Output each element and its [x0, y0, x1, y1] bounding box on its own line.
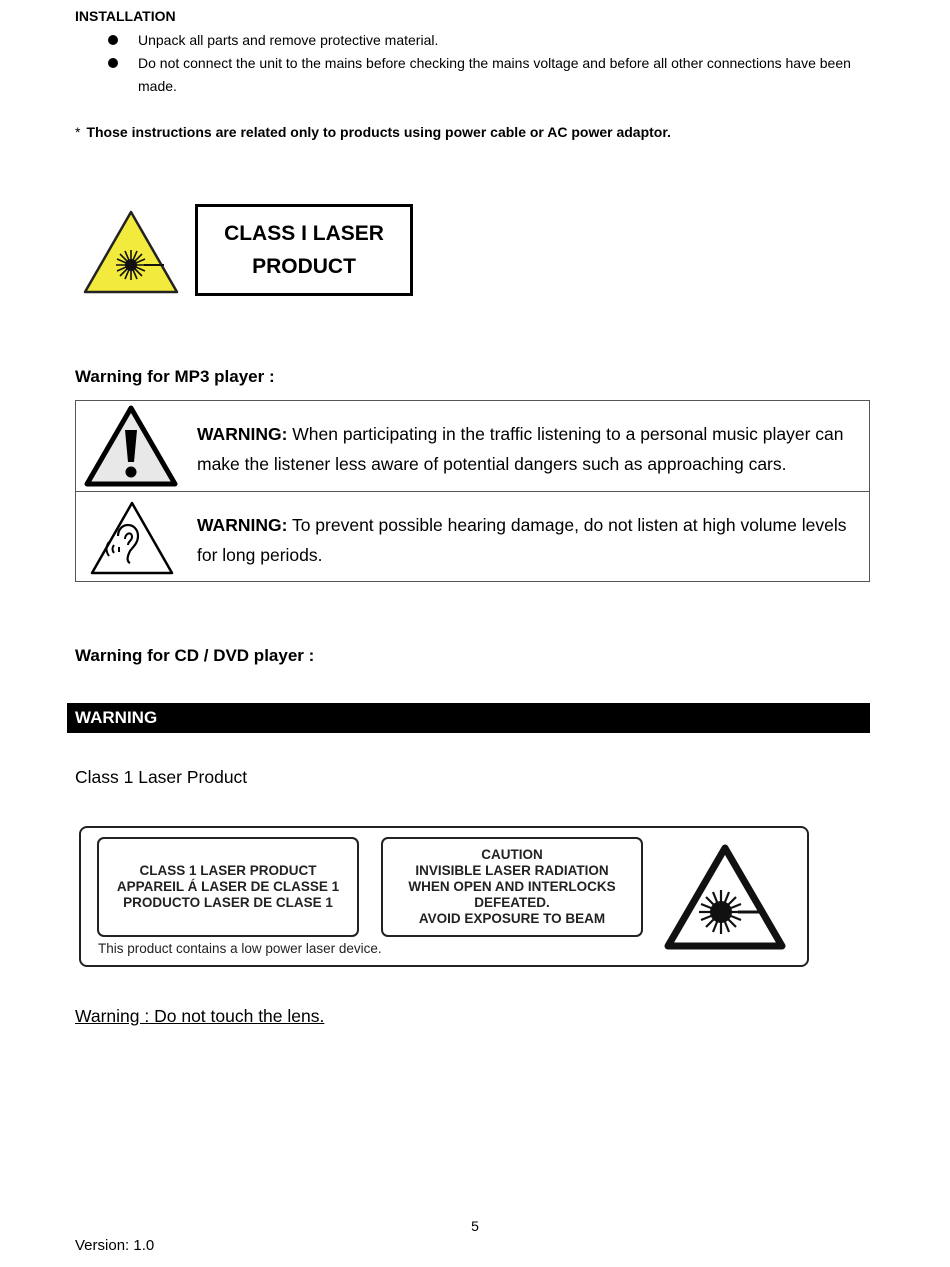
label-line: INVISIBLE LASER RADIATION [415, 863, 609, 878]
installation-heading: INSTALLATION [75, 8, 176, 24]
class-1-label-box [97, 837, 359, 937]
page-number: 5 [471, 1218, 479, 1234]
note-text: Those instructions are related only to products using power cable or AC power adaptor. [86, 124, 671, 140]
lens-warning-text: Warning : Do not touch the lens. [75, 1006, 325, 1026]
label-line: DEFEATED. [474, 895, 550, 910]
list-item-text: Unpack all parts and remove protective material. [138, 32, 439, 48]
exclamation-warning-icon [84, 404, 178, 488]
label-line: PRODUCTO LASER DE CLASE 1 [123, 895, 333, 910]
bullet-icon [108, 35, 118, 45]
mp3-warning-text-1 [197, 419, 857, 479]
laser-warning-icon [82, 208, 180, 296]
laser-warning-icon [663, 842, 787, 952]
mp3-warning-table [75, 400, 870, 582]
power-note [75, 124, 671, 140]
class-1-laser-text: Class 1 Laser Product [75, 767, 248, 787]
table-row [76, 491, 869, 582]
label-footer-text: This product contains a low power laser device. [98, 941, 382, 956]
mp3-warning-text-2 [197, 510, 857, 570]
label-line: CAUTION [481, 847, 543, 862]
label-line: CLASS 1 LASER PRODUCT [139, 863, 317, 878]
mp3-warning-heading: Warning for MP3 player : [75, 367, 275, 386]
caution-label-box [381, 837, 643, 937]
laser-box-line2: PRODUCT [252, 255, 356, 278]
hearing-damage-icon [84, 495, 178, 579]
warning-bar: WARNING [67, 703, 870, 733]
cd-dvd-warning-heading: Warning for CD / DVD player : [75, 646, 315, 665]
warning-label: WARNING: [197, 515, 288, 535]
laser-caution-label [79, 826, 809, 967]
bullet-icon [108, 58, 118, 68]
laser-box-line1: CLASS I LASER [224, 222, 384, 245]
warning-body: To prevent possible hearing damage, do not listen at high volume levels for long periods. [197, 515, 847, 565]
warning-label: WARNING: [197, 424, 288, 444]
label-line: WHEN OPEN AND INTERLOCKS [408, 879, 616, 894]
label-line: APPAREIL Á LASER DE CLASSE 1 [116, 879, 340, 894]
label-line: AVOID EXPOSURE TO BEAM [418, 911, 606, 926]
version-text: Version: 1.0 [75, 1237, 155, 1254]
warning-body: When participating in the traffic listening to a personal music player can make the listener less aware of potential dangers such as approaching cars. [197, 424, 844, 474]
class-laser-product-box [195, 204, 413, 296]
table-row [76, 401, 869, 491]
note-marker: * [75, 124, 81, 140]
list-item-text: Do not connect the unit to the mains before checking the mains voltage and before all other connections have been made. [138, 55, 851, 94]
